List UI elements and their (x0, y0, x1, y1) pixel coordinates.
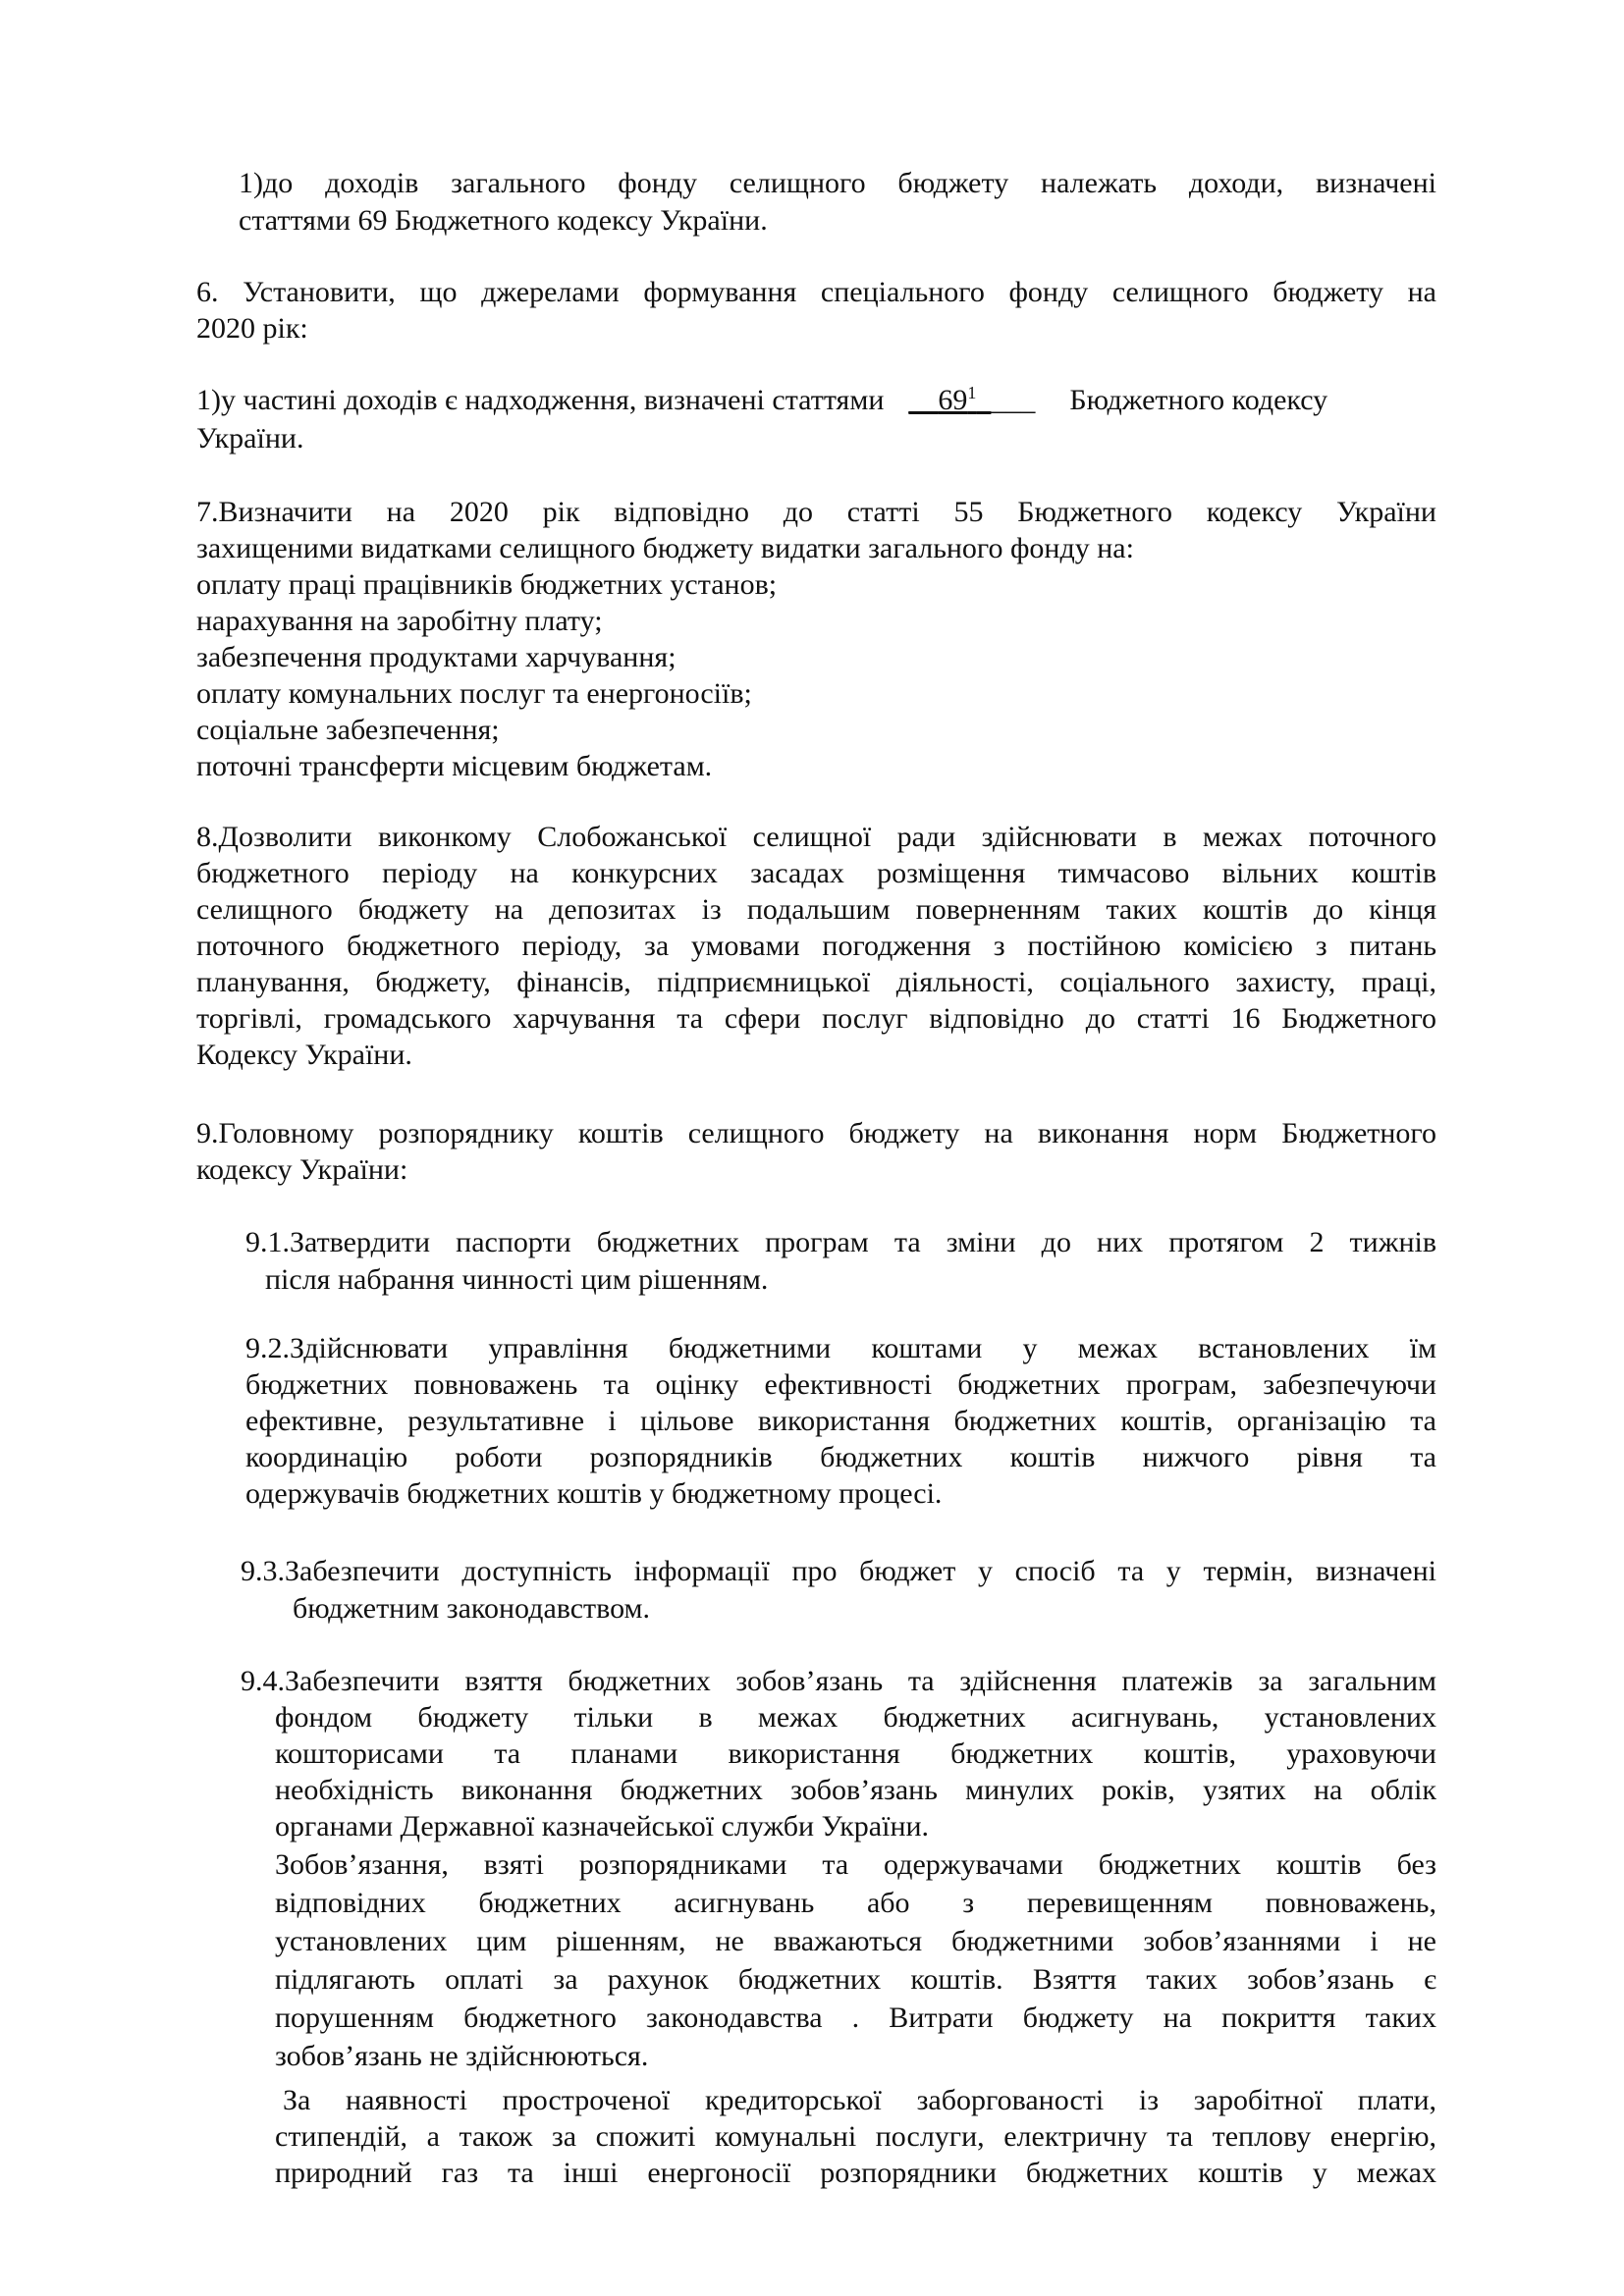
list-item: оплату комунальних послуг та енергоносіїв; (196, 677, 752, 710)
text-line: природний газ та інші енергоносії розпорядники бюджетних коштів у межах (275, 2157, 1436, 2189)
text-line: 2020 рік: (196, 312, 308, 345)
text-line: необхідність виконання бюджетних зобов’язань минулих років, узятих на облік (275, 1774, 1436, 1806)
text-line: одержувачів бюджетних коштів у бюджетному процесі. (245, 1477, 943, 1510)
list-item: оплату праці працівників бюджетних установ; (196, 568, 778, 601)
text-line: Кодексу України. (196, 1039, 412, 1071)
text-line: 9.3.Забезпечити доступність інформації про бюджет у спосіб та у термін, визначені (241, 1555, 1436, 1587)
text-line: бюджетного періоду на конкурсних засадах розміщення тимчасово вільних коштів (196, 857, 1436, 889)
blank-field-start (908, 384, 991, 416)
paragraph-6-special-fund-sources (196, 274, 1436, 310)
text-line: кодексу України: (196, 1153, 408, 1186)
text-line: статтями 69 Бюджетного кодексу України. (239, 204, 768, 237)
paragraph-9-4-obligations (241, 1663, 1436, 1699)
text-line: 1)до доходів загального фонду селищного бюджету належать доходи, визначені (239, 167, 1436, 199)
text-line: ефективне, результативне і цільове використання бюджетних коштів, організацію та (245, 1405, 1436, 1437)
paragraph-9-3-accessibility (241, 1553, 1436, 1589)
list-item: нарахування на заробітну плату; (196, 605, 603, 637)
text-line: бюджетних повноважень та оцінку ефективності бюджетних програм, забезпечуючи (245, 1368, 1436, 1401)
paragraph-8-deposits (196, 819, 1436, 1073)
text-segment: 1)у частині доходів є надходження, визначені статтями (196, 384, 885, 416)
text-line: порушенням бюджетного законодавства . Витрати бюджету на покриття таких (275, 2002, 1436, 2034)
text-line: бюджетним законодавством. (293, 1592, 651, 1625)
text-line: 7.Визначити на 2020 рік відповідно до статті 55 Бюджетного кодексу України (196, 496, 1436, 528)
blank-underscore: _ (976, 384, 992, 416)
paragraph-1-general-fund-income (239, 165, 1436, 201)
blank-underscore: __ (908, 384, 939, 416)
paragraph-6-line-2 (196, 310, 1436, 347)
paragraph-9-4-obligations-note (275, 1845, 1436, 2075)
paragraph-9-1-line-2 (265, 1261, 1436, 1298)
paragraph-9-3-line-2 (293, 1590, 1436, 1627)
text-line: захищеними видатками селищного бюджету видатки загального фонду на: (196, 532, 1134, 564)
text-line: планування, бюджету, фінансів, підприємницької діяльності, соціального захисту, праці, (196, 966, 1436, 998)
text-segment: Бюджетного кодексу (1069, 384, 1328, 416)
text-line: кошторисами та планами використання бюджетних коштів, ураховуючи (275, 1737, 1436, 1770)
article-superscript: 1 (967, 383, 977, 402)
paragraph-7-list (196, 530, 1436, 784)
article-number: 69 (938, 384, 968, 416)
paragraph-9-2-management (245, 1330, 1436, 1512)
text-line: 6. Установити, що джерелами формування спеціального фонду селищного бюджету на (196, 276, 1436, 308)
text-line: зобов’язань не здійснюються. (275, 2040, 649, 2072)
text-line: 8.Дозволити виконкому Слобожанської селищної ради здійснювати в межах поточного (196, 821, 1436, 853)
text-line: установлених цим рішенням, не вважаються бюджетними зобов’язаннями і не (275, 1925, 1436, 1957)
paragraph-9-4-overdue-debts (275, 2082, 1436, 2191)
paragraph-7-protected-expenses (196, 494, 1436, 530)
text-line: 9.4.Забезпечити взяття бюджетних зобов’язань та здійснення платежів за загальним (241, 1665, 1436, 1697)
text-line: координацію роботи розпорядників бюджетних коштів нижчого рівня та (245, 1441, 1436, 1473)
paragraph-6-1-line-2 (196, 420, 1436, 456)
text-line: фондом бюджету тільки в межах бюджетних асигнувань, установлених (275, 1701, 1436, 1734)
text-line: торгівлі, громадського харчування та сфери послуг відповідно до статті 16 Бюджетного (196, 1002, 1436, 1035)
blank-underscore: ___ (991, 384, 1036, 416)
text-line: підлягають оплаті за рахунок бюджетних коштів. Взяття таких зобов’язань є (275, 1963, 1436, 1996)
text-line: 9.1.Затвердити паспорти бюджетних програм та зміни до них протягом 2 тижнів (245, 1226, 1436, 1258)
text-line: За наявності простроченої кредиторської заборгованості із заробітної плати, (283, 2084, 1436, 2116)
text-line: України. (196, 422, 304, 454)
list-item: поточні трансферти місцевим бюджетам. (196, 750, 713, 782)
text-line: 9.2.Здійснювати управління бюджетними коштами у межах встановлених їм (245, 1332, 1436, 1364)
list-item: забезпечення продуктами харчування; (196, 641, 677, 673)
text-line: Зобов’язання, взяті розпорядниками та одержувачами бюджетних коштів без (275, 1848, 1436, 1881)
paragraph-1-line-2 (239, 202, 1436, 239)
paragraph-9-main-manager (196, 1115, 1436, 1188)
paragraph-9-4-body (275, 1699, 1436, 1844)
list-item: соціальне забезпечення; (196, 714, 500, 746)
paragraph-9-1-passports (245, 1224, 1436, 1260)
text-line: 9.Головному розпоряднику коштів селищного бюджету на виконання норм Бюджетного (196, 1117, 1436, 1149)
paragraph-6-1-income-receipts (196, 382, 1436, 418)
text-line: стипендій, а також за спожиті комунальні послуги, електричну та теплову енергію, (275, 2120, 1436, 2153)
text-line: відповідних бюджетних асигнувань або з перевищенням повноважень, (275, 1887, 1436, 1919)
text-line: поточного бюджетного періоду, за умовами погодження з постійною комісією з питань (196, 930, 1436, 962)
text-line: після набрання чинності цим рішенням. (265, 1263, 769, 1296)
text-line: селищного бюджету на депозитах із подальшим поверненням таких коштів до кінця (196, 893, 1436, 926)
text-line: органами Державної казначейської служби України. (275, 1810, 930, 1842)
